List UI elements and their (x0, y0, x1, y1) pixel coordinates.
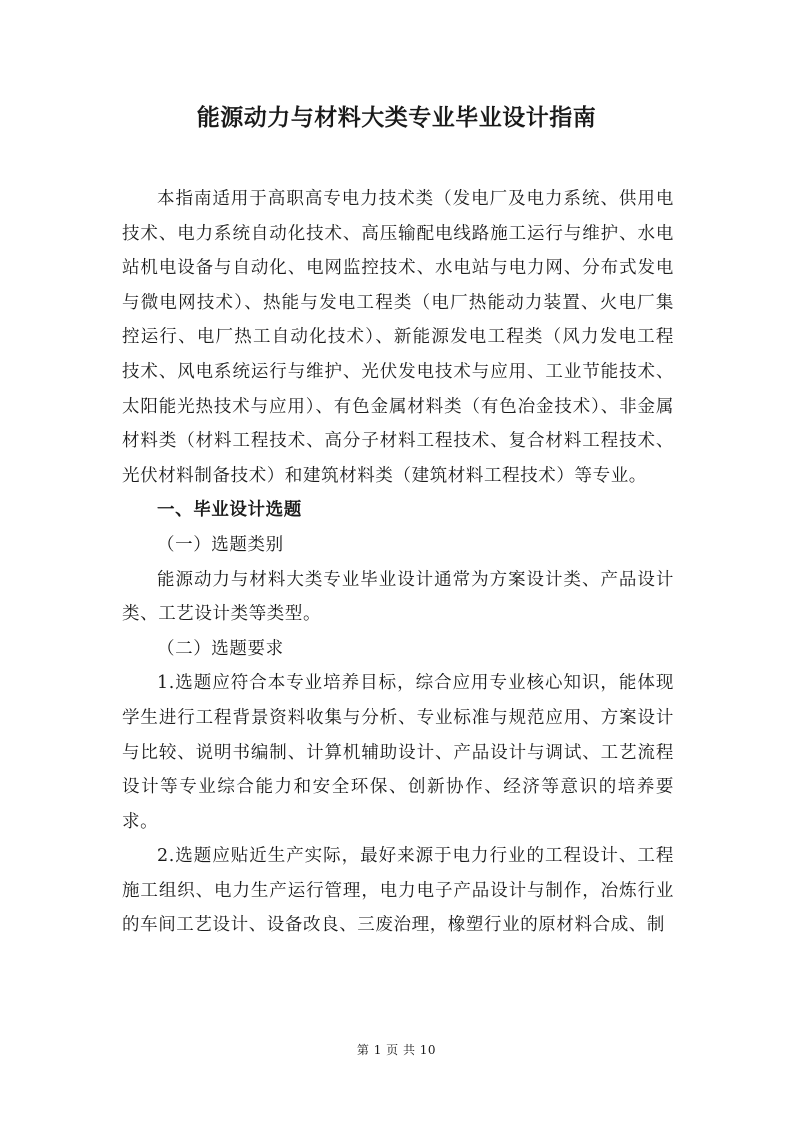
subsection-heading-topic-category: （一）选题类别 (157, 534, 284, 555)
requirement-item-2: 2.选题应贴近生产实际，最好来源于电力行业的工程设计、工程施工组织、电力生产运行管理，电力电子产品设计与制作，冶炼行业的车间工艺设计、设备改良、三废治理，橡塑行业的原材料合成、制 (122, 846, 674, 936)
intro-paragraph: 本指南适用于高职高专电力技术类（发电厂及电力系统、供用电技术、电力系统自动化技术、高压输配电线路施工运行与维护、水电站机电设备与自动化、电网监控技术、水电站与电力网、分布式发电与微电网技术）、热能与发电工程类（电厂热能动力装置、火电厂集控运行、电厂热工自动化技术）、新能源发电工程类（风力发电工程技术、风电系统运行与维护、光伏发电技术与应用、工业节能技术、太阳能光热技术与应用）、有色金属材料类（有色冶金技术）、非金属材料类（材料工程技术、高分子材料工程技术、复合材料工程技术、光伏材料制备技术）和建筑材料类（建筑材料工程技术）等专业。 (122, 189, 674, 486)
requirement-item-1: 1.选题应符合本专业培养目标，综合应用专业核心知识，能体现学生进行工程背景资料收集与分析、专业标准与规范应用、方案设计与比较、说明书编制、计算机辅助设计、产品设计与调试、工艺流程设计等专业综合能力和安全环保、创新协作、经济等意识的培养要求。 (122, 673, 674, 832)
topic-category-paragraph: 能源动力与材料大类专业毕业设计通常为方案设计类、产品设计类、工艺设计类等类型。 (122, 569, 674, 625)
section-heading-topic-selection: 一、毕业设计选题 (157, 500, 302, 521)
document-body (122, 182, 674, 943)
document-title: 能源动力与材料大类专业毕业设计指南 (196, 105, 597, 131)
page-number-footer: 第 1 页 共 10 (356, 1043, 437, 1057)
subsection-heading-topic-requirements: （二）选题要求 (157, 638, 284, 659)
